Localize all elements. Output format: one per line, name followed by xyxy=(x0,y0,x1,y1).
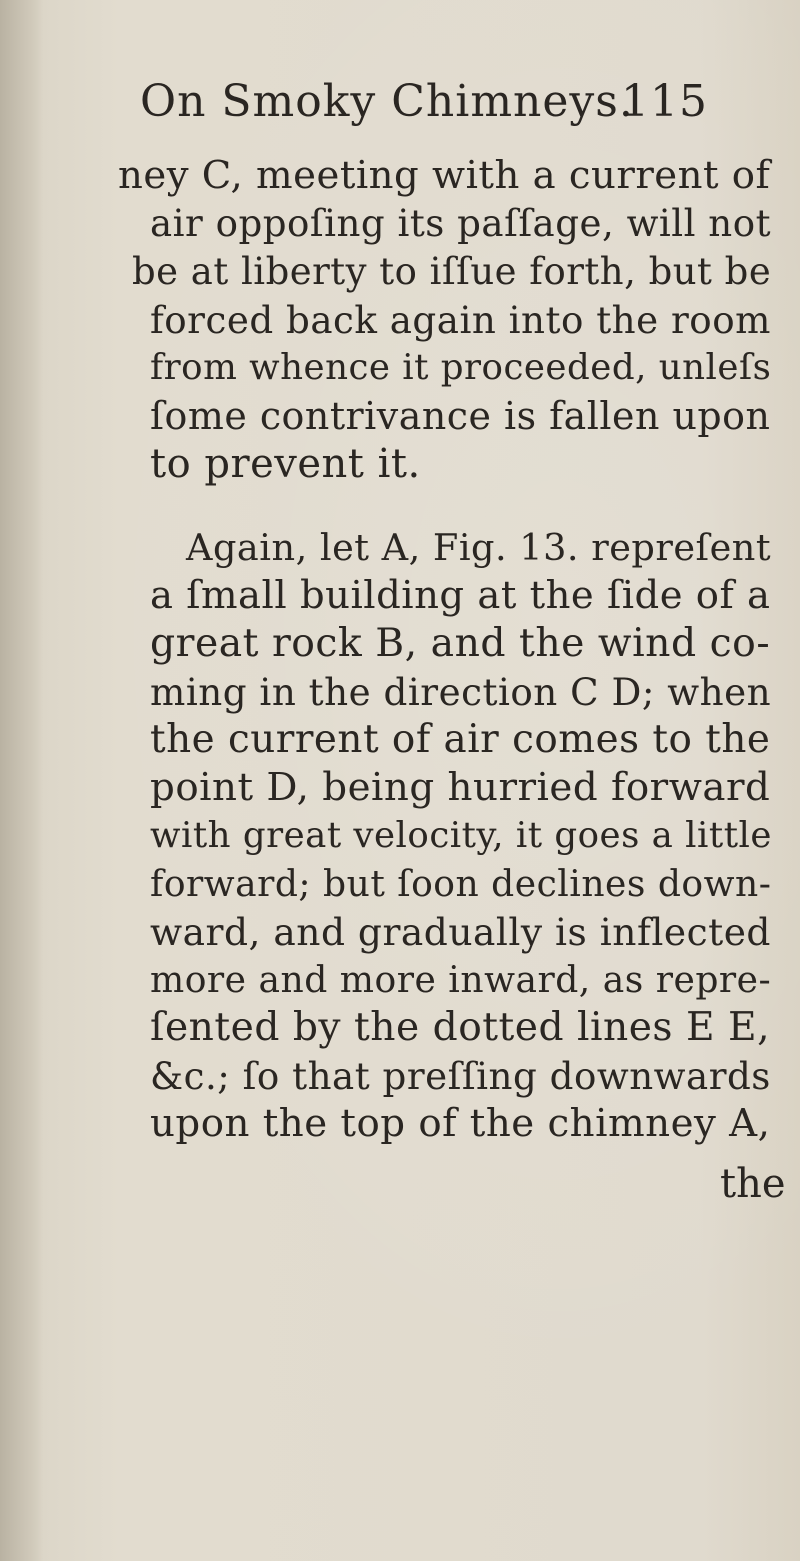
text-line: be at liberty to iſſue forth, but be xyxy=(132,250,772,293)
text-line: a ſmall building at the ſide of a xyxy=(150,573,771,618)
text-line: with great velocity, it goes a little xyxy=(150,815,772,856)
text-line: more and more inward, as repre- xyxy=(150,959,772,1001)
text-line: to prevent it. xyxy=(150,441,421,487)
text-line: ſome contrivance is fallen upon xyxy=(150,394,771,438)
text-line: upon the top of the chimney A, xyxy=(150,1101,771,1146)
text-line: from whence it proceeded, unleſs xyxy=(150,347,772,388)
text-line: ſented by the dotted lines E E, xyxy=(150,1005,771,1050)
text-line: ming in the direction C D; when xyxy=(150,670,772,714)
running-header xyxy=(140,76,740,128)
text-line: ward, and gradually is inflected xyxy=(150,910,771,954)
text-line: the current of air comes to the xyxy=(150,717,771,762)
text-line: Again, let A, Fig. 13. repreſent xyxy=(186,526,772,569)
text-line: ney C, meeting with a current of xyxy=(118,153,771,198)
page-number: 115 xyxy=(621,76,708,127)
text-line: forced back again into the room xyxy=(150,298,771,342)
running-title: On Smoky Chimneys. xyxy=(140,76,634,127)
page-gutter xyxy=(0,0,44,1561)
text-line: air oppoſing its paſſage, will not xyxy=(150,202,772,245)
text-line: great rock B, and the wind co- xyxy=(150,621,771,666)
text-line: &c.; ſo that preſſing downwards xyxy=(150,1054,771,1098)
catchword: the xyxy=(720,1161,786,1207)
text-line: point D, being hurried forward xyxy=(150,765,771,810)
text-line: forward; but ſoon declines down- xyxy=(150,863,772,905)
